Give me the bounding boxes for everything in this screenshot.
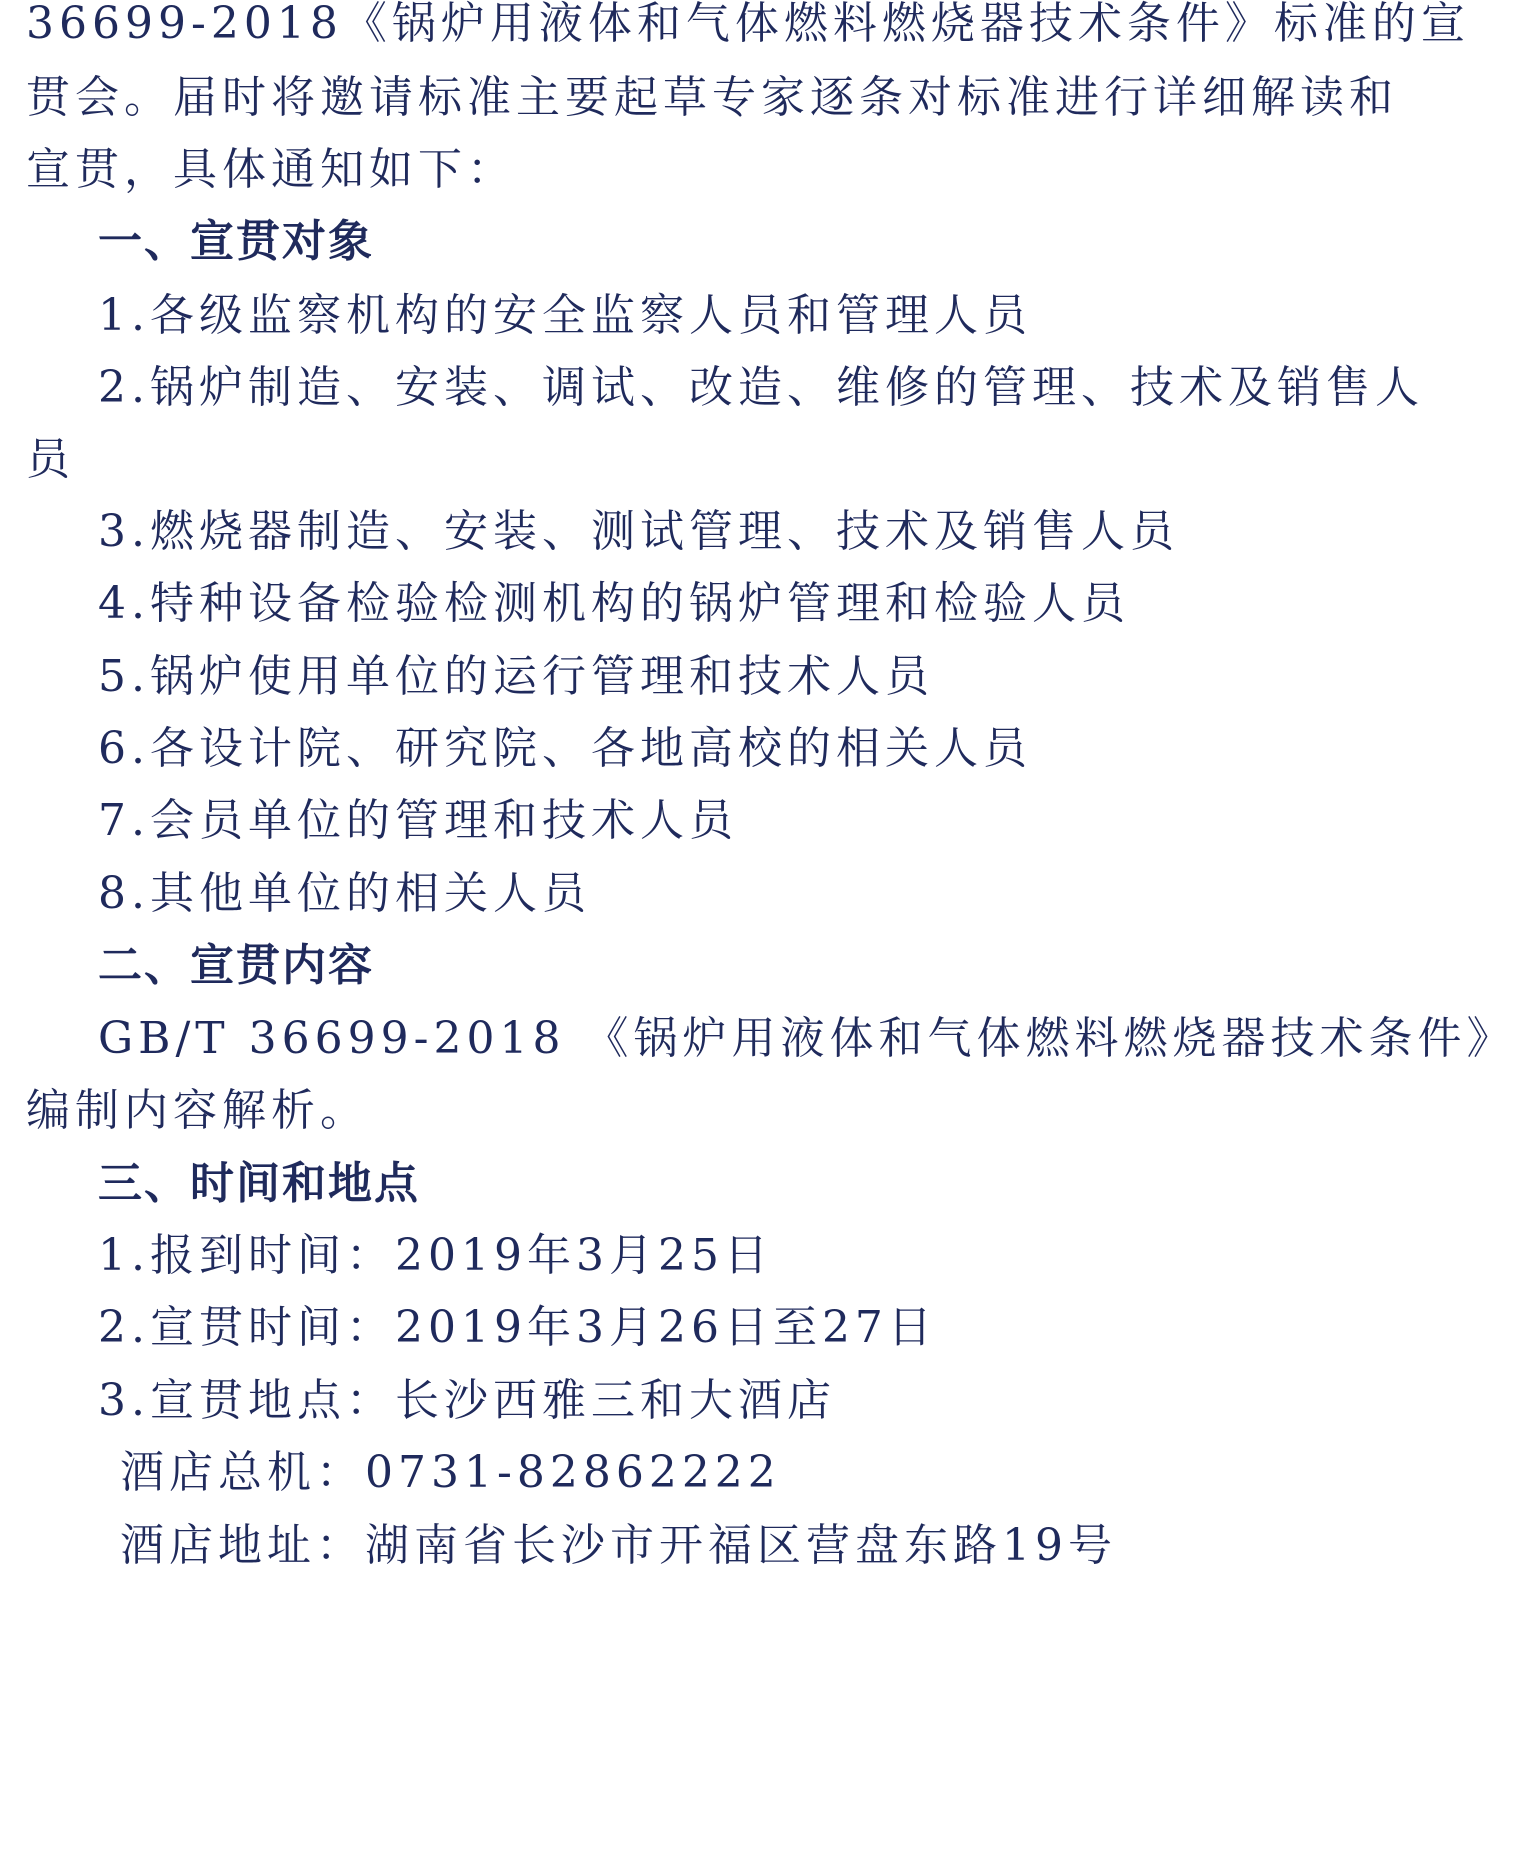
hotel-phone: 酒店总机：0731-82862222 (120, 1447, 781, 1498)
audience-item-2-continued: 员 (26, 434, 75, 485)
audience-item-4: 4.特种设备检验检测机构的锅炉管理和检验人员 (98, 578, 1130, 629)
audience-item-3: 3.燃烧器制造、安装、测试管理、技术及销售人员 (98, 506, 1179, 557)
audience-item-8: 8.其他单位的相关人员 (98, 868, 591, 919)
audience-item-7: 7.会员单位的管理和技术人员 (98, 795, 738, 846)
intro-line-1: 36699-2018《锅炉用液体和气体燃料燃烧器技术条件》标准的宣 (26, 0, 1470, 49)
session-time: 2.宣贯时间：2019年3月26日至27日 (98, 1302, 937, 1353)
venue: 3.宣贯地点：长沙西雅三和大酒店 (98, 1375, 836, 1426)
section-heading-time-place: 三、时间和地点 (98, 1158, 420, 1209)
audience-item-1: 1.各级监察机构的安全监察人员和管理人员 (98, 290, 1032, 341)
section-heading-audience: 一、宣贯对象 (98, 216, 374, 267)
registration-time: 1.报到时间：2019年3月25日 (98, 1230, 773, 1281)
content-line-1: GB/T 36699-2018 《锅炉用液体和气体燃料燃烧器技术条件》 (98, 1013, 1515, 1064)
intro-line-3: 宣贯，具体通知如下： (26, 144, 516, 195)
intro-line-2: 贯会。届时将邀请标准主要起草专家逐条对标准进行详细解读和 (26, 72, 1398, 123)
audience-item-2: 2.锅炉制造、安装、调试、改造、维修的管理、技术及销售人 (98, 362, 1424, 413)
audience-item-5: 5.锅炉使用单位的运行管理和技术人员 (98, 651, 934, 702)
section-heading-content: 二、宣贯内容 (98, 940, 374, 991)
content-line-2: 编制内容解析。 (26, 1085, 369, 1136)
hotel-address: 酒店地址：湖南省长沙市开福区营盘东路19号 (120, 1520, 1117, 1571)
audience-item-6: 6.各设计院、研究院、各地高校的相关人员 (98, 723, 1032, 774)
